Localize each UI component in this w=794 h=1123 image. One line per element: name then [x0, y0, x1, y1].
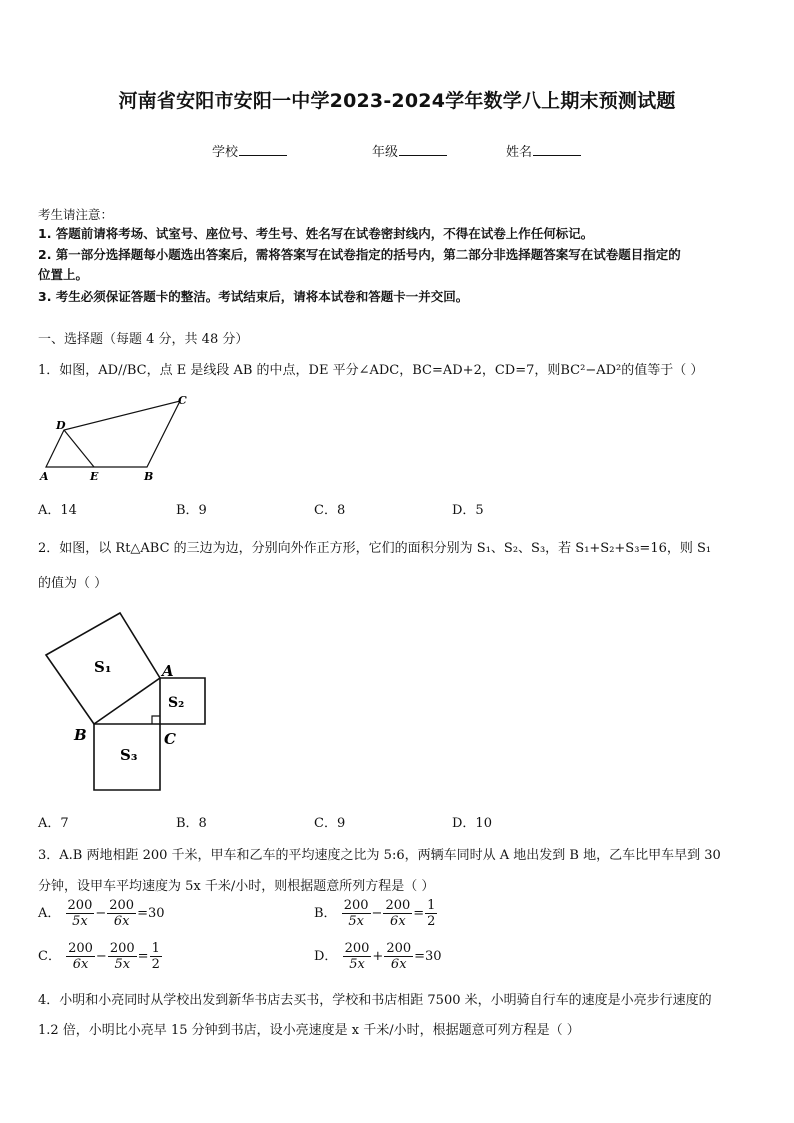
q3-option-b-operator: −: [371, 906, 383, 921]
q1-option-d[interactable]: D．5: [452, 503, 484, 518]
q3-option-a-operator: −: [95, 906, 107, 921]
grade-field: [372, 141, 447, 160]
question-3-line-2: 分钟，设甲车平均速度为 5x 千米/小时，则根据题意所列方程是（ ）: [38, 879, 435, 894]
q3-option-c[interactable]: [38, 941, 163, 972]
q2-option-a[interactable]: A．7: [38, 816, 69, 831]
section-heading: 一、选择题（每题 4 分，共 48 分）: [38, 332, 249, 347]
school-blank[interactable]: [239, 143, 287, 156]
notice-item-3: 3. 考生必须保证答题卡的整洁。考试结束后，请将本试卷和答题卡一并交回。: [38, 289, 469, 304]
fig1-label-a: A: [40, 470, 49, 482]
notice-item-2: 2. 第一部分选择题每小题选出答案后，需将答案写在试卷指定的括号内，第二部分非选择题答案写在试卷题目指定的: [38, 247, 681, 262]
fig1-label-e: E: [90, 470, 99, 482]
q3-option-a-frac-1: $\frac{200}{5x}$: [67, 898, 93, 929]
q3-option-a-label: A．: [38, 906, 61, 921]
q1-option-a[interactable]: A．14: [38, 503, 77, 518]
q3-option-b-rhs: $\frac{1}{2}$: [427, 898, 436, 929]
fig2-label-s3: S₃: [120, 746, 138, 764]
name-field: [506, 141, 581, 160]
question-2-line-2: 的值为（ ）: [38, 576, 108, 591]
school-label: 学校: [212, 145, 239, 160]
grade-label: 年级: [372, 145, 399, 160]
fig1-label-d: D: [56, 419, 66, 432]
q3-option-c-operator: −: [95, 949, 107, 964]
notice-heading: 考生请注意：: [38, 207, 114, 222]
question-2-line-1: 2．如图，以 Rt△ABC 的三边为边，分别向外作正方形，它们的面积分别为 S₁、S₂、S₃，若 S₁+S₂+S₃=16，则 S₁: [38, 541, 712, 556]
q3-option-b-frac-1: $\frac{200}{5x}$: [343, 898, 369, 929]
q3-option-a-rhs: =30: [137, 906, 165, 921]
fig2-label-a: A: [162, 662, 174, 680]
q3-option-d-rhs: =30: [414, 949, 442, 964]
question-3-line-1: 3．A.B 两地相距 200 千米，甲车和乙车的平均速度之比为 5:6，两辆车同时从 A 地出发到 B 地，乙车比甲车早到 30: [38, 848, 721, 863]
q3-option-c-rhs: $\frac{1}{2}$: [151, 941, 160, 972]
q3-option-b-equals: =: [413, 906, 425, 921]
notice-item-2-cont: 位置上。: [38, 267, 89, 282]
fig2-label-b: B: [74, 726, 87, 744]
name-label: 姓名: [506, 145, 533, 160]
q3-option-c-label: C．: [38, 949, 61, 964]
q3-option-d-frac-2: $\frac{200}{6x}$: [386, 941, 412, 972]
q3-option-d-label: D．: [314, 949, 338, 964]
q2-option-b[interactable]: B．8: [176, 816, 207, 831]
name-blank[interactable]: [533, 143, 581, 156]
q3-option-c-frac-1: $\frac{200}{6x}$: [68, 941, 93, 972]
notice-item-1: 1. 答题前请将考场、试室号、座位号、考生号、姓名写在试卷密封线内，不得在试卷上作任何标记。: [38, 226, 594, 241]
q3-option-b-frac-2: $\frac{200}{6x}$: [385, 898, 411, 929]
q3-option-b-label: B．: [314, 906, 337, 921]
school-field: [212, 141, 287, 160]
q3-option-c-frac-2: $\frac{200}{5x}$: [109, 941, 135, 972]
fig1-label-b: B: [144, 470, 154, 482]
q1-option-c[interactable]: C．8: [314, 503, 346, 518]
page-title: 河南省安阳市安阳一中学2023-2024学年数学八上期末预测试题: [118, 90, 676, 112]
fig2-label-c: C: [164, 730, 176, 748]
question-2-figure: [38, 606, 218, 796]
q3-option-c-equals: =: [137, 949, 149, 964]
fig1-label-c: C: [178, 394, 187, 407]
q3-option-a[interactable]: [38, 898, 165, 929]
q3-option-d[interactable]: [314, 941, 442, 972]
grade-blank[interactable]: [399, 143, 447, 156]
question-1-text: 1．如图，AD//BC，点 E 是线段 AB 的中点，DE 平分∠ADC，BC=AD+2，CD=7，则BC²−AD²的值等于（ ）: [38, 363, 704, 378]
q3-option-b[interactable]: [314, 898, 438, 929]
question-1-figure: [36, 392, 196, 482]
fig2-label-s1: S₁: [94, 658, 112, 676]
q3-option-a-frac-2: $\frac{200}{6x}$: [109, 898, 135, 929]
question-4-line-1: 4．小明和小亮同时从学校出发到新华书店去买书，学校和书店相距 7500 米，小明骑自行车的速度是小亮步行速度的: [38, 993, 712, 1008]
q1-option-b[interactable]: B．9: [176, 503, 207, 518]
q3-option-d-frac-1: $\frac{200}{5x}$: [344, 941, 370, 972]
q2-option-d[interactable]: D．10: [452, 816, 492, 831]
fig2-label-s2: S₂: [168, 695, 185, 711]
q2-option-c[interactable]: C．9: [314, 816, 346, 831]
question-4-line-2: 1.2 倍，小明比小亮早 15 分钟到书店，设小亮速度是 x 千米/小时，根据题意可列方程是（ ）: [38, 1023, 580, 1038]
q3-option-d-operator: +: [372, 949, 384, 964]
